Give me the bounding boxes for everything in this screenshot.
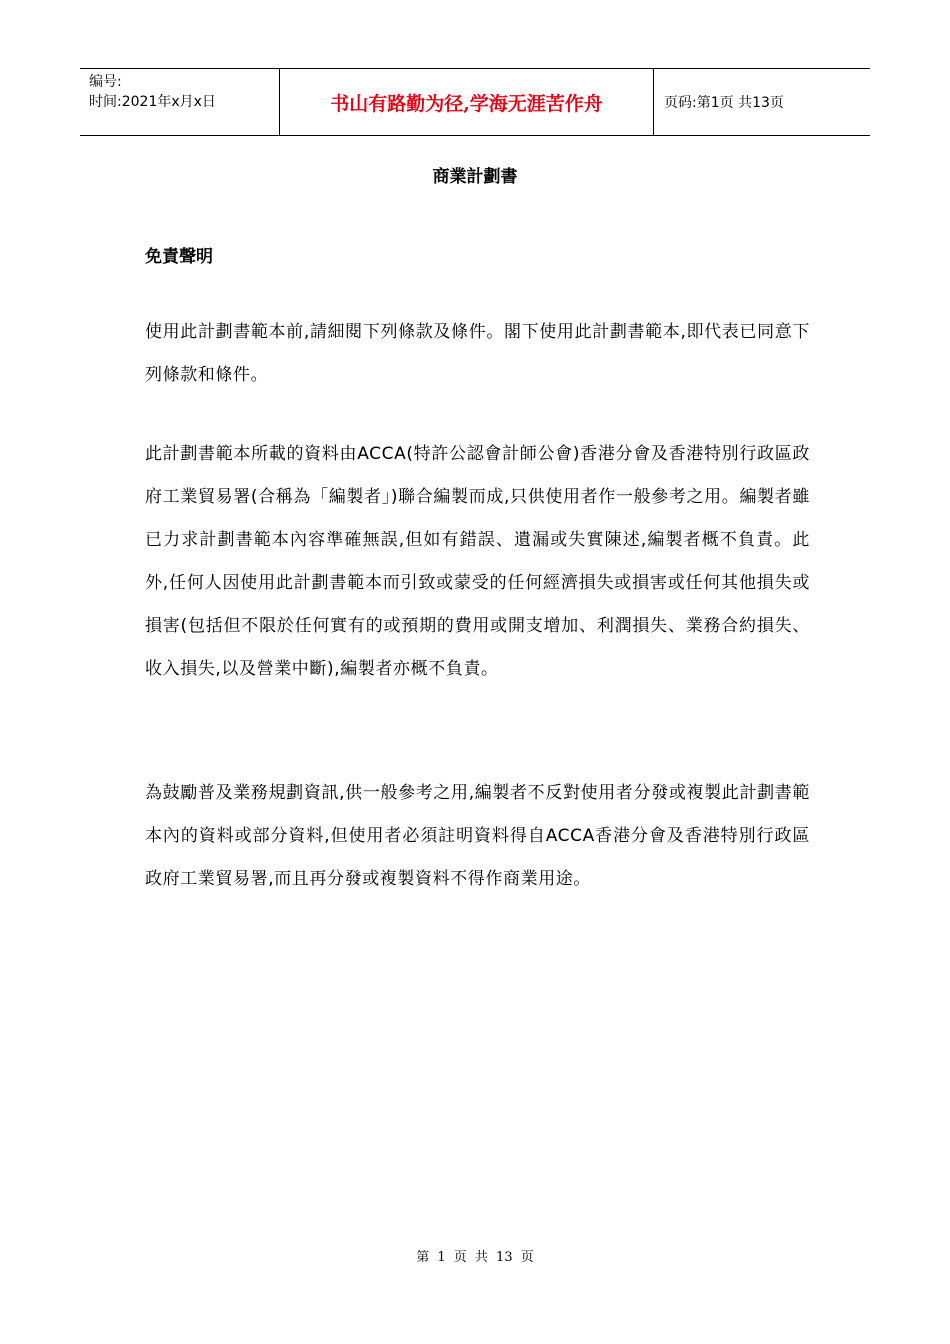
section-title: 免責聲明 xyxy=(145,247,213,267)
paragraph: 使用此計劃書範本前,請細閱下列條款及條件。閣下使用此計劃書範本,即代表已同意下列條款和條件。 xyxy=(145,322,810,385)
document-header xyxy=(80,68,870,136)
header-time-label: 时间:2021年x月x日 xyxy=(89,94,216,110)
header-page-info: 页码:第1页 共13页 xyxy=(664,95,784,111)
paragraph: 此計劃書範本所載的資料由ACCA(特許公認會計師公會)香港分會及香港特別行政區政府工業貿易署(合稱為「編製者」)聯合編製而成,只供使用者作一般參考之用。編製者雖已力求計劃書範本內容準確無誤,但如有錯誤、遺漏或失實陳述,編製者概不負責。此外,任何人因使用此計劃書範本而引致或蒙受的任何經濟損失或損害或任何其他損失或損害(包括但不限於任何實有的或預期的費用或開支增加、利潤損失、業務合約損失、收入損失,以及營業中斷),編製者亦概不負責。 xyxy=(145,444,810,679)
page-footer: 第 1 页 共 13 页 xyxy=(416,1250,534,1265)
document-title: 商業計劃書 xyxy=(432,167,518,187)
header-number-label: 编号: xyxy=(89,74,122,90)
header-motto: 书山有路勤为径,学海无涯苦作舟 xyxy=(280,69,654,135)
header-meta xyxy=(80,69,280,135)
paragraph: 為鼓勵普及業務規劃資訊,供一般參考之用,編製者不反對使用者分發或複製此計劃書範本內的資料或部分資料,但使用者必須註明資料得自ACCA香港分會及香港特別行政區政府工業貿易署,而且再分發或複製資料不得作商業用途。 xyxy=(145,783,810,889)
